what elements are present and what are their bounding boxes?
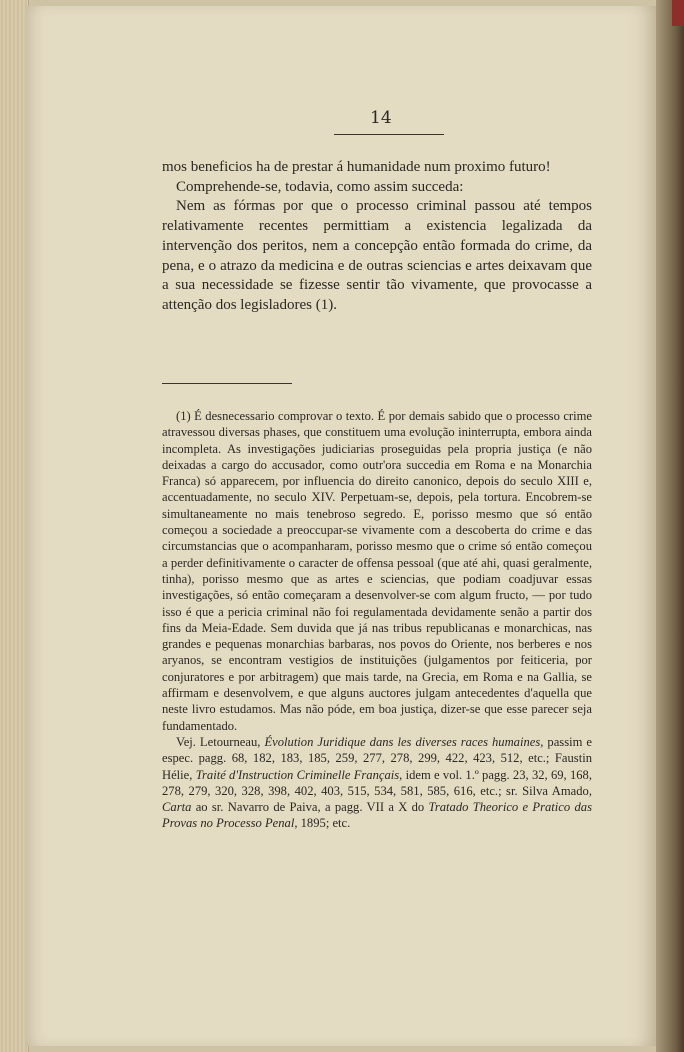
footnote-text: 1895; etc. bbox=[297, 816, 351, 831]
footnote-rule bbox=[162, 383, 292, 384]
paragraph: Nem as fórmas por que o processo criminal passou até tempos relativamente recentes permittiam a existencia legalizada da intervenção dos peritos, nem a concepção então formada do crime, da pena, e o atrazo da medicina e de outras sciencias e artes deixavam que a sua necessidade se fizesse sentir tão vivamente, que provocasse a attenção dos legisladores (1). bbox=[162, 198, 592, 313]
citation-title: Évolution Juridique dans les diverses races humaines, bbox=[264, 734, 544, 749]
footnote-text: Vej. Letourneau, bbox=[176, 734, 265, 749]
footnote-text: passim e espec. pagg. 68, 182, 183, 185, 259, 277, 278, 299, 422, 423, 512, etc.; Faustin Hélie, bbox=[162, 734, 592, 782]
paragraph: mos beneficios ha de prestar á humanidade num proximo futuro! bbox=[162, 159, 551, 175]
citation-title: Tratado Theorico e Pratico das Provas no Processo Penal, bbox=[162, 800, 592, 831]
book-page bbox=[26, 6, 656, 1046]
citation-title: Traité d'Instruction Criminelle Français, bbox=[195, 767, 403, 782]
footnote-text: idem e vol. 1.º pagg. 23, 32, 69, 168, 278, 279, 320, 328, 398, 402, 403, 515, 534, 581, 585, 616, etc.; sr. Silva Amado, bbox=[162, 767, 592, 798]
main-text bbox=[162, 158, 592, 316]
header-rule bbox=[334, 134, 444, 135]
footnotes bbox=[162, 408, 592, 832]
page-number: 14 bbox=[370, 108, 392, 128]
cover-corner bbox=[672, 0, 684, 26]
paragraph: Comprehende-se, todavia, como assim succeda: bbox=[176, 178, 464, 195]
book-spine-edge bbox=[656, 0, 684, 1052]
page-stack-left-edge bbox=[0, 0, 29, 1052]
footnote-paragraph: (1) É desnecessario comprovar o texto. É por demais sabido que o processo crime atravessou diversas phases, que constituem uma evolução ininterrupta, embora ainda incompleta. As investigações judiciarias proseguidas pela propria justiça (e não deixadas a cargo do accusador, como outr'ora succedia em Roma e na Monarchia Franca) só apparecem, por influencia do direito canonico, depois do seculo XIII e, accentuadamente, no seculo XIV. Perpetuam-se, depois, pela tortura. Encobrem-se simultaneamente no mais tenebroso segredo. E, porisso mesmo que só então começou a sociedade a preoccupar-se vivamente com a descoberta do crime e das circumstancias que o acompanharam, porisso mesmo que o crime só então começou a perder definitivamente o caracter de offensa pessoal (que até ahi, quasi geralmente, tinha), porisso mesmo que as artes e sciencias, que podiam coadjuvar essas investigações, só então começaram a desenvolver-se com algum fructo, — por tudo isso é que a pericia criminal não foi regulamentada devidamente senão a partir dos fins da Meia-Edade. Sem duvida que já nas tribus republicanas e monarchicas, nas grandes e pequenas monarchias barbaras, nos povos do Oriente, nos berberes e nos aryanos, se encontram vestigios de instituições (julgamentos por feiticeria, por conjuratores e por arbitragem) que mais tarde, na Grecia, em Roma e na Gallia, se affirmam e desenvolvem, e que alguns auctores julgam antecedentes d'aquella que neste livro estudamos. Mas não póde, em boa justiça, dizer-se que esse parecer seja fundamentado. bbox=[162, 409, 592, 733]
footnote-references bbox=[162, 734, 592, 832]
citation-title: Carta bbox=[162, 800, 192, 815]
footnote-text: ao sr. Navarro de Paiva, a pagg. VII a X do bbox=[191, 800, 429, 815]
